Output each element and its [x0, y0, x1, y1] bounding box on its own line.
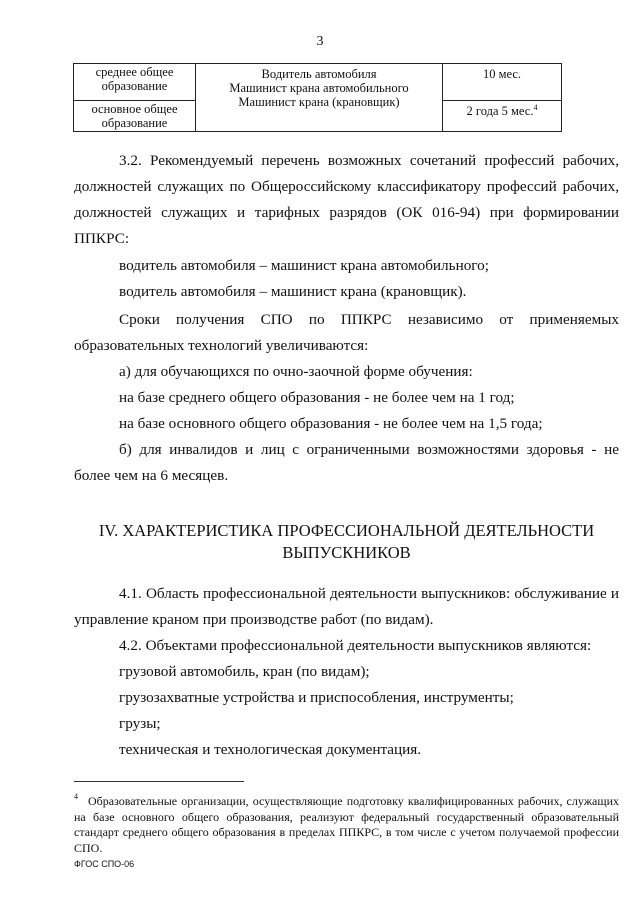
profession-item: Водитель автомобиля — [261, 67, 377, 81]
duration-cell — [443, 64, 562, 101]
terms-item-b: б) для инвалидов и лиц с ограниченными возможностями здоровья - не более чем на 6 месяцев. — [74, 441, 619, 484]
combination-item: водитель автомобиля – машинист крана (крановщик). — [119, 283, 467, 300]
profession-item: Машинист крана автомобильного — [229, 81, 409, 95]
terms-item-a2: на базе основного общего образования - не более чем на 1,5 года; — [119, 415, 543, 432]
section-heading — [74, 520, 619, 564]
list-item: грузовой автомобиль, кран (по видам); — [119, 663, 370, 680]
paragraph-4-1: 4.1. Область профессиональной деятельности выпускников: обслуживание и управление краном при производстве работ (по видам). — [74, 585, 619, 628]
footer-code: ФГОС СПО-06 — [74, 859, 135, 869]
duration-footnote-ref[interactable]: 4 — [533, 103, 538, 112]
duration-value: 10 мес. — [482, 67, 522, 81]
page-number: 3 — [316, 34, 324, 49]
terms-item-a1: на базе среднего общего образования - не более чем на 1 год; — [119, 389, 515, 406]
section-heading-line: ВЫПУСКНИКОВ — [282, 543, 411, 562]
combination-item: водитель автомобиля – машинист крана автомобильного; — [119, 257, 489, 274]
footnote-divider — [74, 781, 244, 782]
education-level-cell: среднее общее образование — [74, 64, 196, 101]
footnote — [74, 789, 619, 856]
section-heading-line: IV. ХАРАКТЕРИСТИКА ПРОФЕССИОНАЛЬНОЙ ДЕЯТЕЛЬНОСТИ — [98, 521, 595, 540]
list-item: техническая и технологическая документация. — [119, 741, 422, 758]
education-table — [73, 63, 562, 132]
professions-cell — [196, 64, 443, 132]
paragraph-4-2: 4.2. Объектами профессиональной деятельности выпускников являются: — [119, 637, 592, 654]
footnote-mark: 4 — [74, 792, 78, 801]
list-item: грузозахватные устройства и приспособления, инструменты; — [119, 689, 514, 706]
list-item: грузы; — [119, 715, 161, 732]
paragraph-3-2: 3.2. Рекомендуемый перечень возможных сочетаний профессий рабочих, должностей служащих по Общероссийскому классификатору профессий рабочих, должностей служащих и тарифных разрядов (ОК 016-94) при формировании ППКРС: — [74, 152, 619, 247]
footnote-text: Образовательные организации, осуществляющие подготовку квалифицированных рабочих, служащих на базе основного общего образования, реализуют федеральный государственный образовательный стандарт среднего общего образования в пределах ППКРС, в том числе с учетом получаемой профессии СПО. — [74, 794, 619, 855]
table-row — [74, 64, 562, 101]
duration-value: 2 года 5 мес. — [466, 104, 534, 118]
duration-cell — [443, 101, 562, 132]
education-level-cell: основное общее образование — [74, 101, 196, 132]
terms-item-a: а) для обучающихся по очно-заочной форме обучения: — [119, 363, 473, 380]
terms-paragraph: Сроки получения СПО по ППКРС независимо от применяемых образовательных технологий увеличиваются: — [74, 311, 619, 354]
profession-item: Машинист крана (крановщик) — [238, 95, 400, 109]
